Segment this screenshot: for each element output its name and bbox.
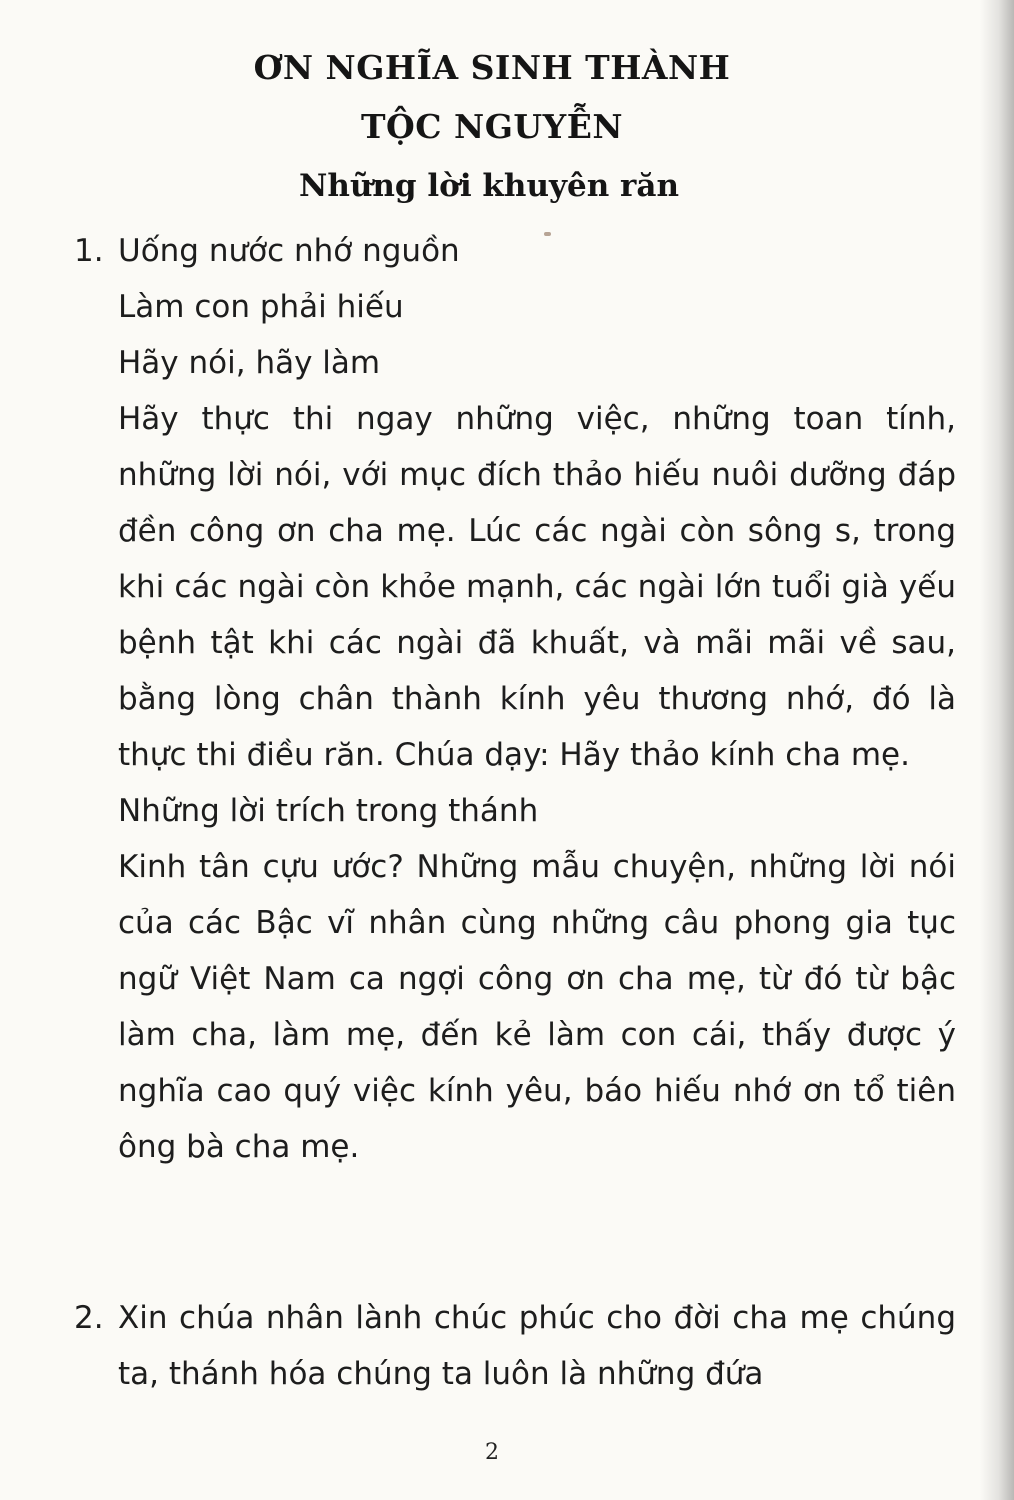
item-line: Uống nước nhớ nguồn — [118, 233, 460, 269]
page-title: ƠN NGHĨA SINH THÀNH — [253, 48, 731, 87]
page-edge-shadow — [980, 0, 1014, 1500]
item-paragraph: Xin chúa nhân lành chúc phúc cho đời cha mẹ chúng ta, thánh hóa chúng ta luôn là những đứa — [118, 1300, 956, 1392]
list-item-1 — [74, 223, 956, 1175]
scan-speck — [544, 232, 551, 236]
list-item-2 — [74, 1290, 956, 1402]
page-number: 2 — [485, 1440, 499, 1465]
item-line: Làm con phải hiếu — [118, 289, 404, 325]
item-line: Những lời trích trong thánh — [118, 793, 539, 829]
item-paragraph: Hãy thực thi ngay những việc, những toan tính, những lời nói, với mục đích thảo hiếu nuôi dưỡng đáp đền công ơn cha mẹ. Lúc các ngài còn sông s, trong khi các ngài còn khỏe mạnh, các ngài lớn tuổi già yếu bệnh tật khi các ngài đã khuất, và mãi mãi về sau, bằng lòng chân thành kính yêu thương nhớ, đó là thực thi điều răn. Chúa dạy: Hãy thảo kính cha mẹ. — [118, 401, 956, 773]
item-line: Hãy nói, hãy làm — [118, 345, 381, 381]
list-item-number: 1. — [74, 233, 104, 269]
item-paragraph: Kinh tân cựu ước? Những mẫu chuyện, những lời nói của các Bậc vĩ nhân cùng những câu phong gia tục ngữ Việt Nam ca ngợi công ơn cha mẹ, từ đó từ bậc làm cha, làm mẹ, đến kẻ làm con cái, thấy được ý nghĩa cao quý việc kính yêu, báo hiếu nhớ ơn tổ tiên ông bà cha mẹ. — [118, 849, 956, 1165]
section-subtitle: Những lời khuyên răn — [298, 168, 680, 204]
page-title-family: TỘC NGUYỄN — [360, 107, 624, 146]
list-item-number: 2. — [74, 1300, 104, 1336]
